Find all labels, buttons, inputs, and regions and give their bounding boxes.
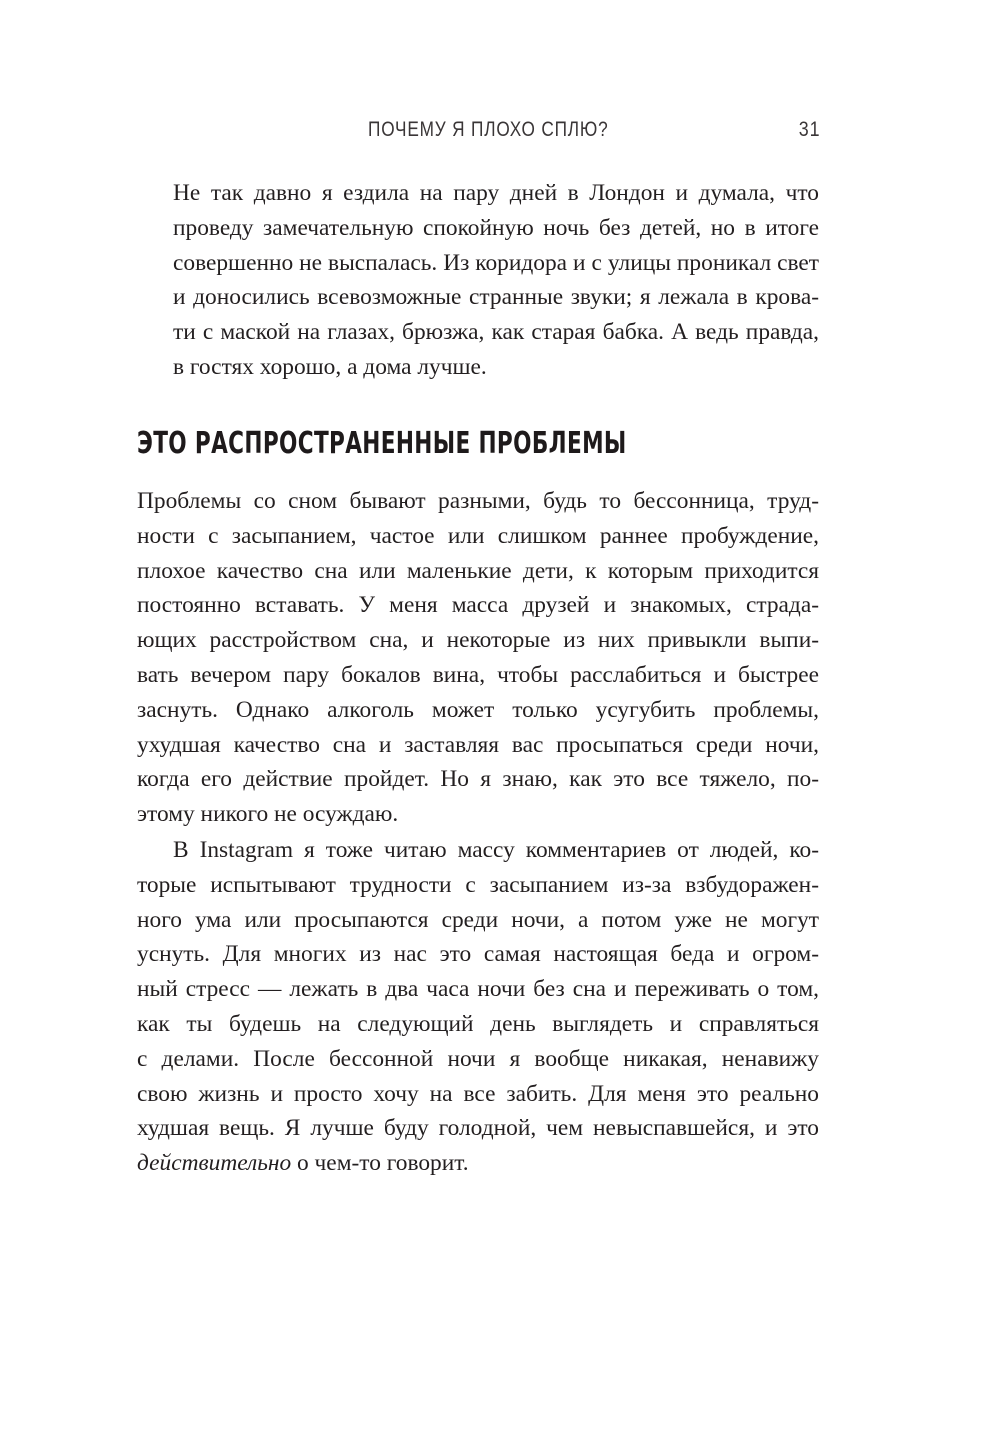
text-line: совершенно не выспалась. Из коридора и с улицы проникал свет xyxy=(173,249,819,276)
text-line: ухудшая качество сна и заставляя вас просыпаться среди ночи, xyxy=(137,731,819,758)
paragraph-2 xyxy=(137,484,819,832)
paragraph-1 xyxy=(137,176,819,385)
text-line: ного ума или просыпаются среди ночи, а потом уже не могут xyxy=(137,906,819,933)
text-line: этому никого не осуждаю. xyxy=(137,801,399,828)
text-line: Проблемы со сном бывают разными, будь то бессонница, труд- xyxy=(137,488,819,514)
text-line: вать вечером пару бокалов вина, чтобы расслабиться и быстрее xyxy=(137,661,819,688)
text-line-rest: о чем-то говорит. xyxy=(291,1150,469,1177)
text-line: в гостях хорошо, а дома лучше. xyxy=(173,353,487,380)
text-line: уснуть. Для многих из нас это самая настоящая беда и огром- xyxy=(137,941,819,968)
text-line: проведу замечательную спокойную ночь без детей, но в итоге xyxy=(173,214,819,241)
text-line: худшая вещь. Я лучше буду голодной, чем невыспавшейся, и это xyxy=(137,1115,819,1142)
paragraph-text xyxy=(137,833,819,1181)
text-line: ности с засыпанием, частое или слишком раннее пробуждение, xyxy=(137,522,819,549)
emphasis-word: действительно xyxy=(137,1150,292,1177)
section-heading: ЭТО РАСПРОСТРАНЕННЫЕ ПРОБЛЕМЫ xyxy=(137,426,627,461)
text-line-final xyxy=(137,1146,819,1181)
text-line: плохое качество сна или маленькие дети, к которым приходится xyxy=(137,557,819,584)
text-line: ти с маской на глазах, брюзжа, как старая бабка. А ведь правда, xyxy=(173,319,819,346)
text-line: как ты будешь на следующий день выглядеть и справляться xyxy=(137,1010,819,1037)
text-line: торые испытывают трудности с засыпанием из-за взбудоражен- xyxy=(137,871,819,898)
page-number: 31 xyxy=(798,118,820,141)
text-line: Не так давно я ездила на пару дней в Лондон и думала, что xyxy=(173,180,819,206)
running-title: ПОЧЕМУ Я ПЛОХО СПЛЮ? xyxy=(368,118,609,141)
paragraph-text xyxy=(137,484,819,832)
paragraph-text xyxy=(137,176,819,385)
text-line: свою жизнь и просто хочу на все забить. Для меня это реально xyxy=(137,1080,819,1107)
text-line: постоянно вставать. У меня масса друзей и знакомых, страда- xyxy=(137,592,819,619)
paragraph-3 xyxy=(137,833,819,1181)
text-line: с делами. После бессонной ночи я вообще никакая, ненавижу xyxy=(137,1045,819,1072)
text-line: когда его действие пройдет. Но я знаю, как это все тяжело, по- xyxy=(137,766,819,793)
text-line: В Instagram я тоже читаю массу комментариев от людей, ко- xyxy=(173,837,819,863)
text-line: заснуть. Однако алкоголь может только усугубить проблемы, xyxy=(137,696,819,723)
text-line: ющих расстройством сна, и некоторые из них привыкли выпи- xyxy=(137,627,819,654)
running-head xyxy=(0,114,1000,148)
text-line: ный стресс — лежать в два часа ночи без сна и переживать о том, xyxy=(137,976,819,1003)
text-line: и доносились всевозможные странные звуки; я лежала в крова- xyxy=(173,284,819,311)
